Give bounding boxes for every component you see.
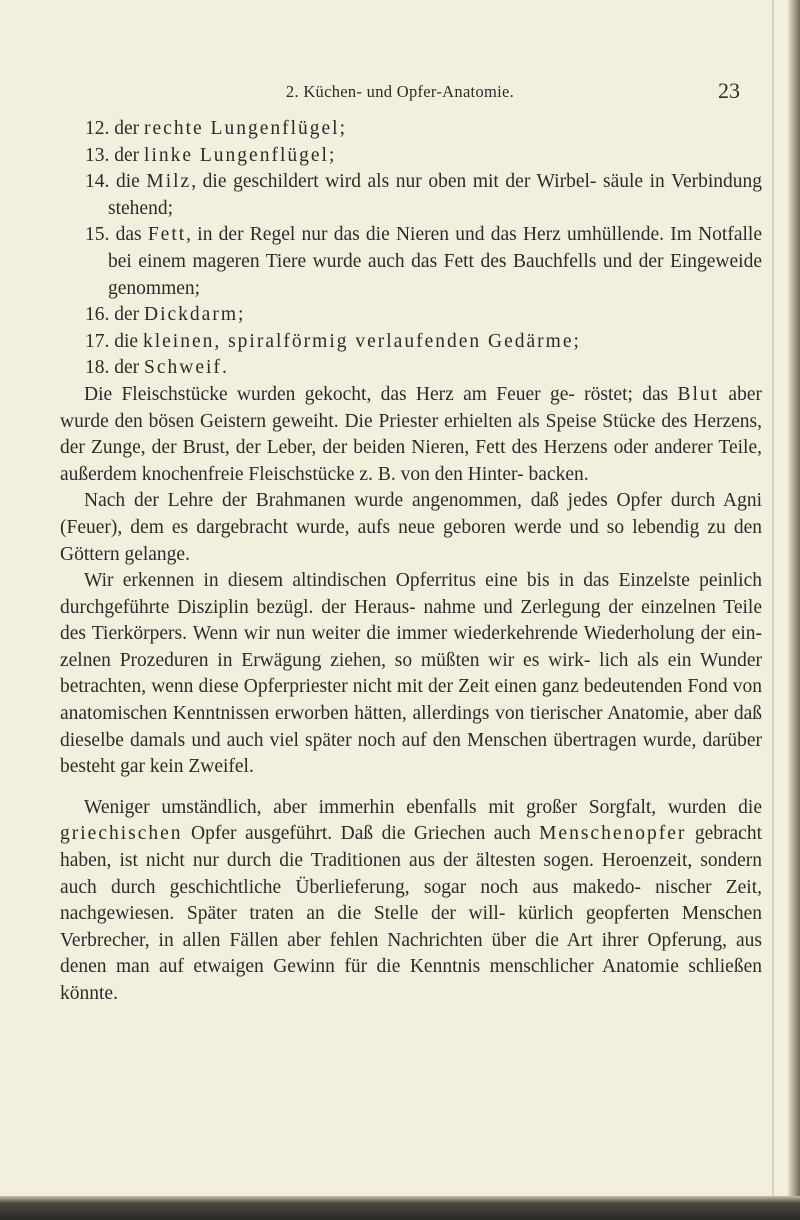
list-text: ; (238, 304, 244, 326)
list-prefix: der (114, 118, 145, 139)
list-number: 15. (85, 224, 110, 246)
spaced-term: linke Lungenflügel (144, 144, 329, 166)
list-text: . (221, 357, 227, 379)
list-item (60, 302, 762, 329)
spaced-term: Dickdarm (144, 304, 239, 326)
list-item (60, 222, 762, 302)
list-text: ; (573, 330, 579, 352)
list-text: , die geschildert wird als nur oben mit der Wirbel- säule in Verbindung stehend; (108, 171, 763, 219)
paragraph-text: Opfer ausgeführt. Daß die Griechen auch (182, 823, 540, 845)
spaced-term: Menschenopfer (539, 823, 687, 845)
paragraph-text: aber wurde den bösen Geistern geweiht. Die Priester erhielten als Speise Stücke des Herzens, der Zunge, der Brust, der Leber, der beiden Nieren, Fett des Herzens oder anderer Teile, außerdem knochenfreie Fleischstücke z. B. von den Hinter- backen. (60, 383, 762, 485)
page-edge-line (772, 0, 774, 1220)
spaced-term: Milz (146, 171, 192, 193)
paragraph (60, 795, 762, 1008)
spaced-term: Schweif (144, 357, 222, 379)
list-item (60, 329, 762, 356)
spaced-term: Fett (147, 224, 187, 246)
list-prefix: das (115, 224, 148, 246)
paragraph-text: Die Fleischstücke wurden gekocht, das Herz am Feuer ge- röstet; das (84, 383, 678, 405)
list-number: 13. (85, 144, 110, 166)
spaced-term: Blut (677, 383, 720, 405)
paragraph-text: gebracht haben, ist nicht nur durch die Traditionen aus der ältesten sogen. Heroenzeit, sondern auch durch geschichtliche Überlieferung, sogar noch aus makedo- nischer Zeit, nachgewiesen. Später traten an die Stelle der will- kürlich geopferten Menschen Verbrecher, in allen Fällen aber fehlen Nachrichten über die Art ihrer Opferung, aus denen man auf etwaigen Gewinn für die Kenntnis menschlicher Anatomie schließen könnte. (60, 823, 762, 1004)
running-title: 2. Küchen- und Opfer-Anatomie. (285, 82, 515, 101)
paragraph: Wir erkennen in diesem altindischen Opferritus eine bis in das Einzelste peinlich durchgeführte Disziplin bezügl. der Heraus- nahme und Zerlegung der einzelnen Teile des Tierkörpers. Wenn wir nun weiter die immer wiederkehrende Wiederholung der ein- zelnen Prozeduren in Erwägung ziehen, so müßten wir es wirk- lich als ein Wunder betrachten, wenn diese Opferpriester nicht mit der Zeit einen ganz bedeutenden Fond von anatomischen Kenntnissen erworben hätten, allerdings von tierischer Anatomie, aber daß dieselbe damals und auch viel später noch auf den Menschen übertragen wurde, darüber besteht gar kein Zweifel. (60, 570, 762, 778)
list-prefix: der (114, 144, 145, 166)
list-number: 17. (85, 330, 110, 352)
list-prefix: die (114, 330, 143, 352)
paragraph: Nach der Lehre der Brahmanen wurde angenommen, daß jedes Opfer durch Agni (Feuer), dem es dargebracht wurde, aufs neue geboren werde und so lebendig zu den Göttern gelange. (60, 490, 762, 565)
list-prefix: die (115, 171, 147, 193)
spaced-term: rechte Lungenflügel (144, 118, 340, 139)
paragraph (60, 382, 762, 488)
book-spine-shadow (788, 0, 800, 1220)
list-text: ; (339, 118, 346, 139)
spaced-term: griechischen (60, 823, 183, 845)
list-number: 16. (85, 304, 110, 326)
list-item (60, 355, 762, 382)
body-text (60, 116, 762, 1008)
list-item (60, 143, 762, 170)
list-item (60, 116, 762, 143)
list-item (60, 169, 762, 222)
paragraph-text: Weniger umständlich, aber immerhin ebenfalls mit großer Sorgfalt, wurden die (84, 796, 762, 818)
list-number: 14. (85, 171, 110, 193)
page-header (60, 78, 740, 106)
spaced-term: kleinen, spiralförmig verlaufenden Gedärme (142, 330, 574, 352)
list-number: 12. (85, 118, 110, 139)
list-prefix: der (114, 304, 145, 326)
list-text: , in der Regel nur das die Nieren und das Herz umhüllende. Im Notfalle bei einem mageren Tiere wurde auch das Fett des Bauchfells und der Eingeweide genommen; (108, 224, 762, 299)
bottom-scan-edge (0, 1196, 800, 1220)
page-number: 23 (718, 78, 740, 103)
list-text: ; (328, 144, 335, 166)
list-prefix: der (114, 357, 145, 379)
list-number: 18. (85, 357, 110, 379)
